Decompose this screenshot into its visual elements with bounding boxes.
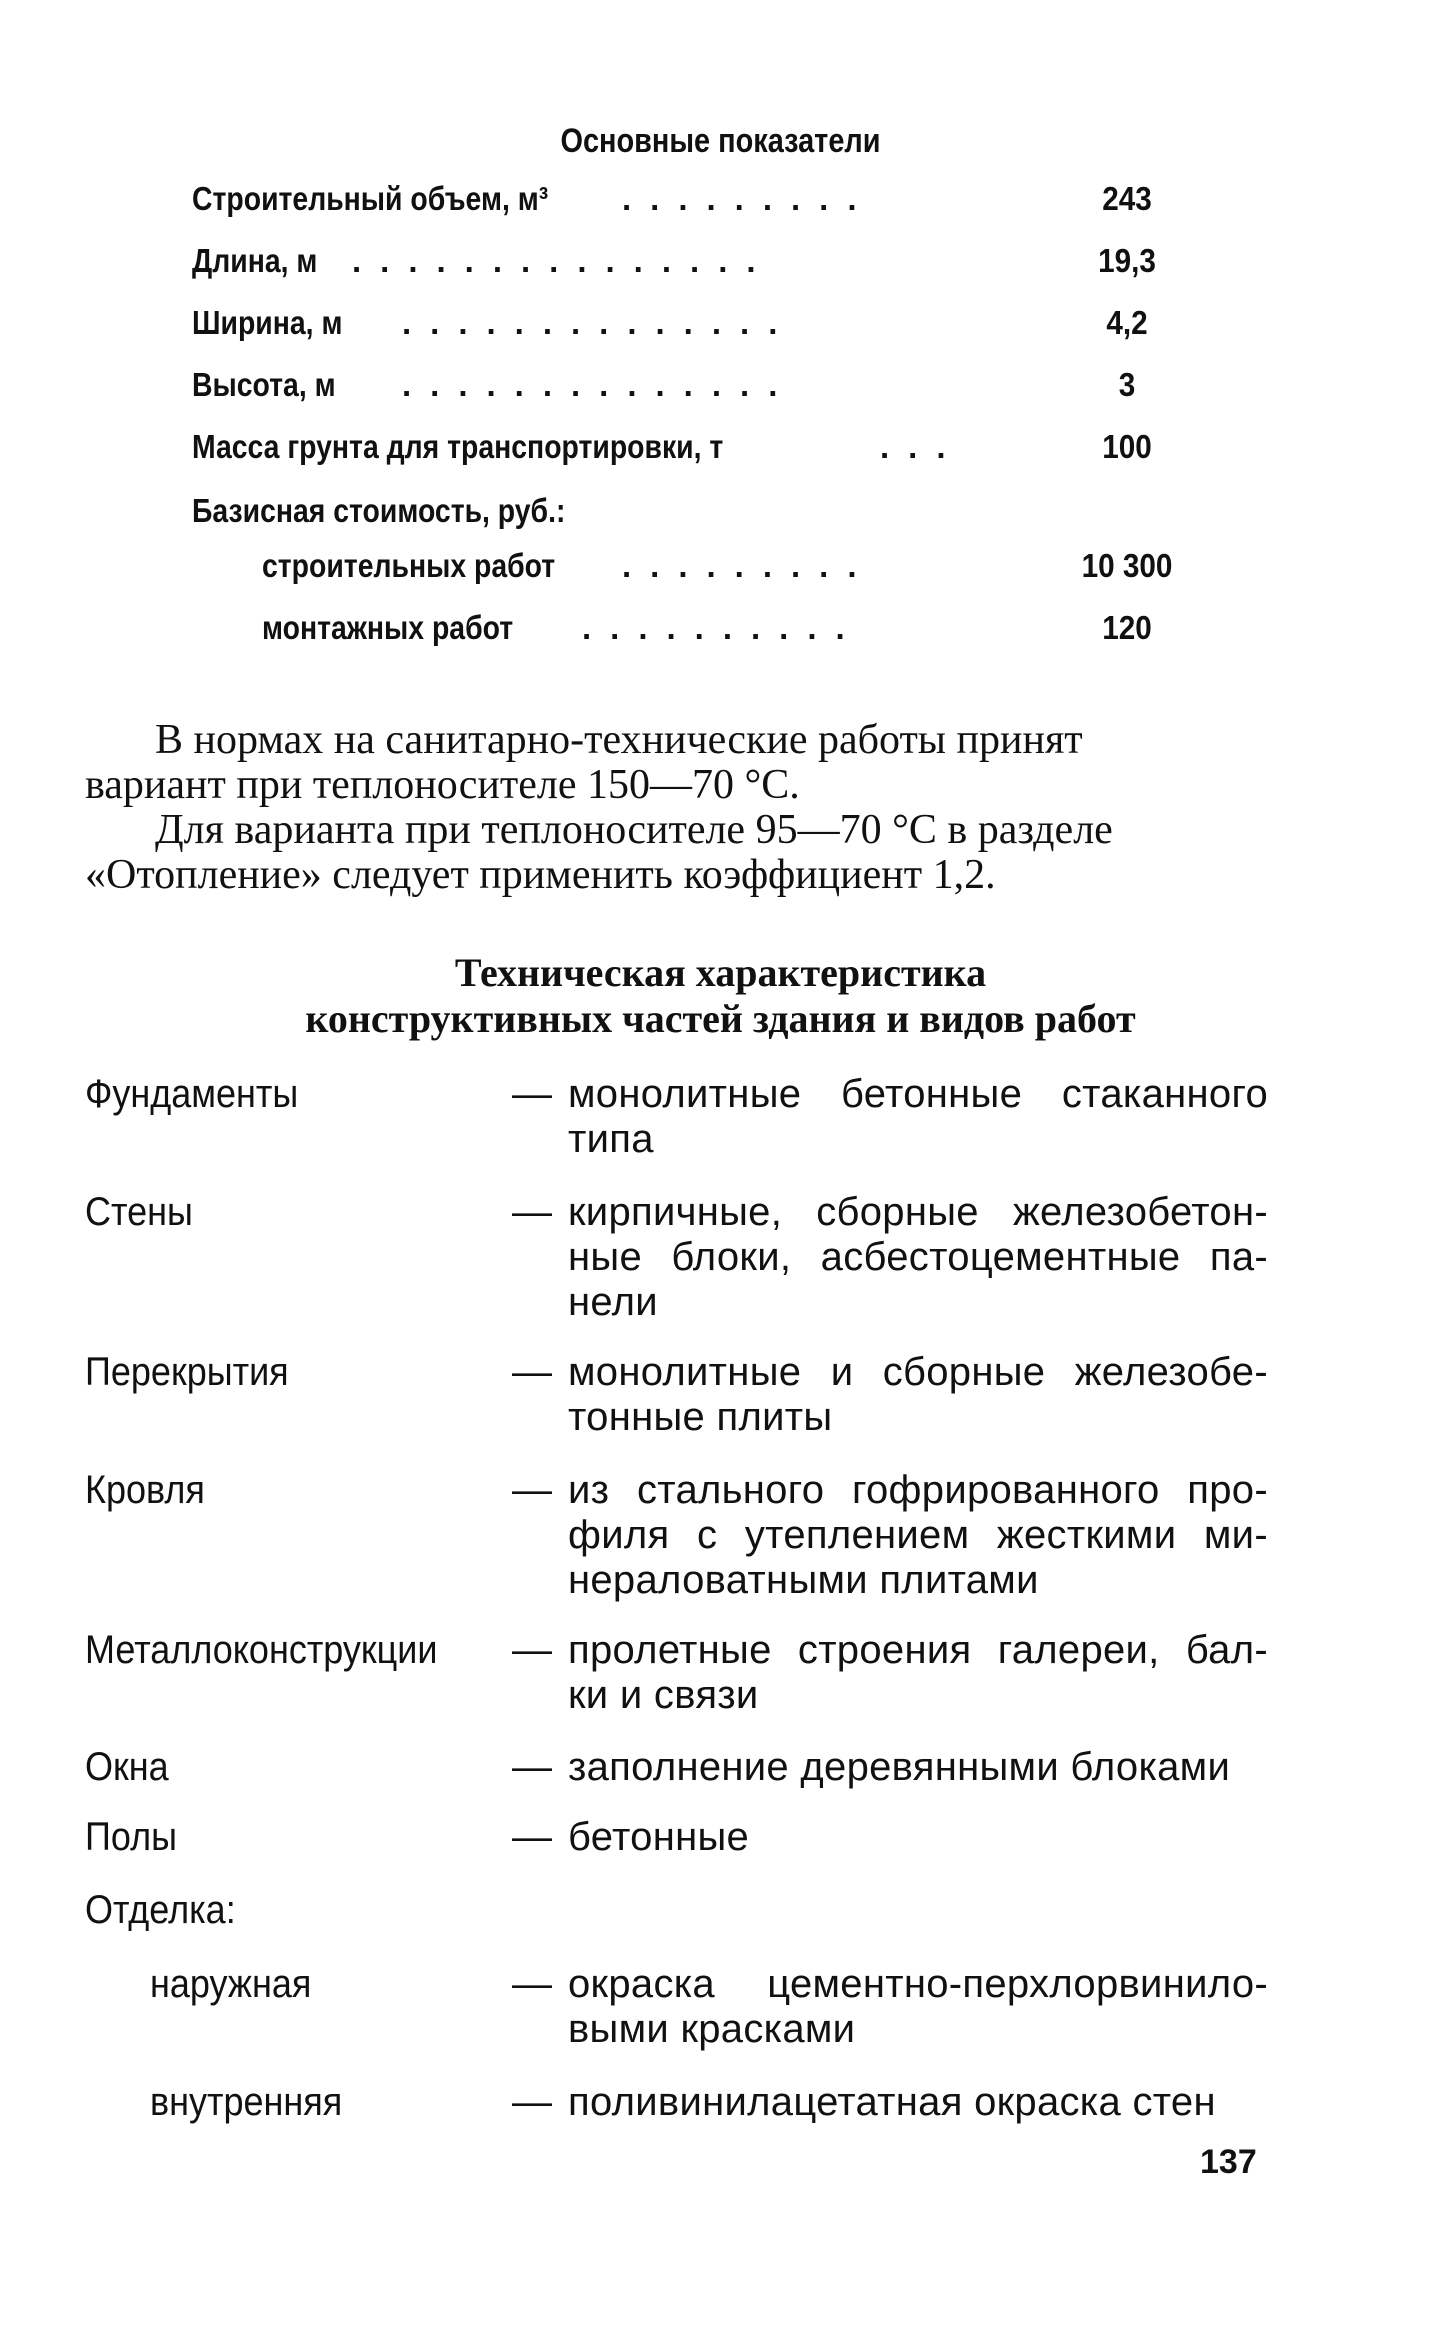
indicator-value: 243 [1102,180,1152,217]
spec-value-line: из стального гофрированного про- [568,1468,1268,1512]
indicator-label: Базисная стоимость, руб.: [192,492,566,529]
indicator-label: Длина, м [192,242,318,279]
indicator-row-installation-works [192,609,1232,663]
leader-dots: ... [880,428,965,465]
indicator-value: 120 [1102,609,1152,646]
spec-value-line: тонные плиты [568,1395,833,1439]
spec-label-floors-slabs: Перекрытия [85,1350,289,1394]
spec-label-exterior: наружная [150,1962,312,2006]
spec-dash: — [512,1815,552,1859]
spec-value-line: монолитные и сборные железобе- [568,1350,1268,1394]
spec-value-exterior [568,1962,1268,2052]
spec-label-roof: Кровля [85,1468,205,1512]
spec-label-metal-structures: Металлоконструкции [85,1628,438,1672]
tech-title-line: конструктивных частей здания и видов работ [305,996,1136,1041]
spec-dash: — [512,1350,552,1394]
indicator-row-volume [192,180,1232,234]
indicator-label: Масса грунта для транспортировки, т [192,428,724,465]
indicator-value: 4,2 [1106,304,1148,341]
paragraph-norms [85,718,1260,808]
leader-dots: .............. [402,304,797,341]
spec-value-line: ки и связи [568,1673,759,1717]
spec-label-foundations: Фундаменты [85,1072,299,1116]
paragraph-line: вариант при теплоносителе 150—70 °С. [85,762,800,808]
leader-dots: ............... [352,242,775,279]
indicator-label: Ширина, м [192,304,343,341]
indicator-value: 3 [1118,366,1136,403]
spec-label-interior: внутренняя [150,2080,343,2124]
spec-value-line: выми красками [568,2007,856,2051]
indicator-row-length [192,242,1232,296]
leader-dots: .......... [582,609,864,646]
spec-dash: — [512,1745,552,1789]
indicator-row-construction-works [192,547,1232,601]
spec-label-finishing: Отделка: [85,1888,236,1932]
indicator-label: монтажных работ [262,609,514,646]
indicator-value: 19,3 [1098,242,1156,279]
spec-value-line: поливинилацетатная окраска стен [568,2080,1216,2124]
spec-dash: — [512,1072,552,1116]
leader-dots: ......... [622,180,876,217]
spec-value-line: монолитные бетонные стаканного [568,1072,1268,1116]
indicator-label: Высота, м [192,366,336,403]
spec-value-windows [568,1745,1268,1790]
indicator-row-height [192,366,1232,420]
paragraph-line: «Отопление» следует применить коэффициент 1,2. [85,852,996,898]
indicator-value: 10 300 [1081,547,1173,584]
spec-dash: — [512,2080,552,2124]
spec-value-floors-slabs [568,1350,1268,1440]
paragraph-line: Для варианта при теплоносителе 95—70 °С в разделе [155,807,1113,853]
indicator-row-base-cost [192,492,1232,546]
tech-title [0,950,1441,1042]
paragraph-heating [85,808,1260,898]
spec-value-line: типа [568,1117,654,1161]
spec-value-metal-structures [568,1628,1268,1718]
spec-value-walls [568,1190,1268,1325]
indicators-title: Основные показатели [560,122,881,160]
spec-value-line: филя с утеплением жесткими ми- [568,1513,1268,1557]
spec-value-line: окраска цементно-перхлорвинило- [568,1962,1268,2006]
spec-value-roof [568,1468,1268,1603]
spec-value-line: нели [568,1280,658,1324]
indicator-label: Строительный объем, м³ [192,180,549,217]
spec-value-line: ные блоки, асбестоцементные па- [568,1235,1268,1279]
spec-value-line: нераловатными плитами [568,1558,1039,1602]
spec-dash: — [512,1962,552,2006]
spec-label-floors: Полы [85,1815,177,1859]
leader-dots: ......... [622,547,876,584]
indicator-row-width [192,304,1232,358]
indicator-row-soil-mass [192,428,1232,482]
spec-value-line: пролетные строения галереи, бал- [568,1628,1268,1672]
spec-dash: — [512,1628,552,1672]
spec-value-line: заполнение деревянными блоками [568,1745,1231,1789]
leader-dots: .............. [402,366,797,403]
page-number: 137 [1200,2143,1257,2181]
indicator-label: строительных работ [262,547,556,584]
spec-value-line: кирпичные, сборные железобетон- [568,1190,1268,1234]
indicator-value: 100 [1102,428,1152,465]
spec-value-interior [568,2080,1268,2125]
spec-label-walls: Стены [85,1190,193,1234]
spec-value-floors [568,1815,1268,1860]
tech-title-line: Техническая характеристика [454,950,987,995]
spec-dash: — [512,1190,552,1234]
spec-value-foundations [568,1072,1268,1162]
paragraph-line: В нормах на санитарно-технические работы принят [155,717,1083,763]
spec-label-windows: Окна [85,1745,169,1789]
spec-dash: — [512,1468,552,1512]
spec-value-line: бетонные [568,1815,750,1859]
